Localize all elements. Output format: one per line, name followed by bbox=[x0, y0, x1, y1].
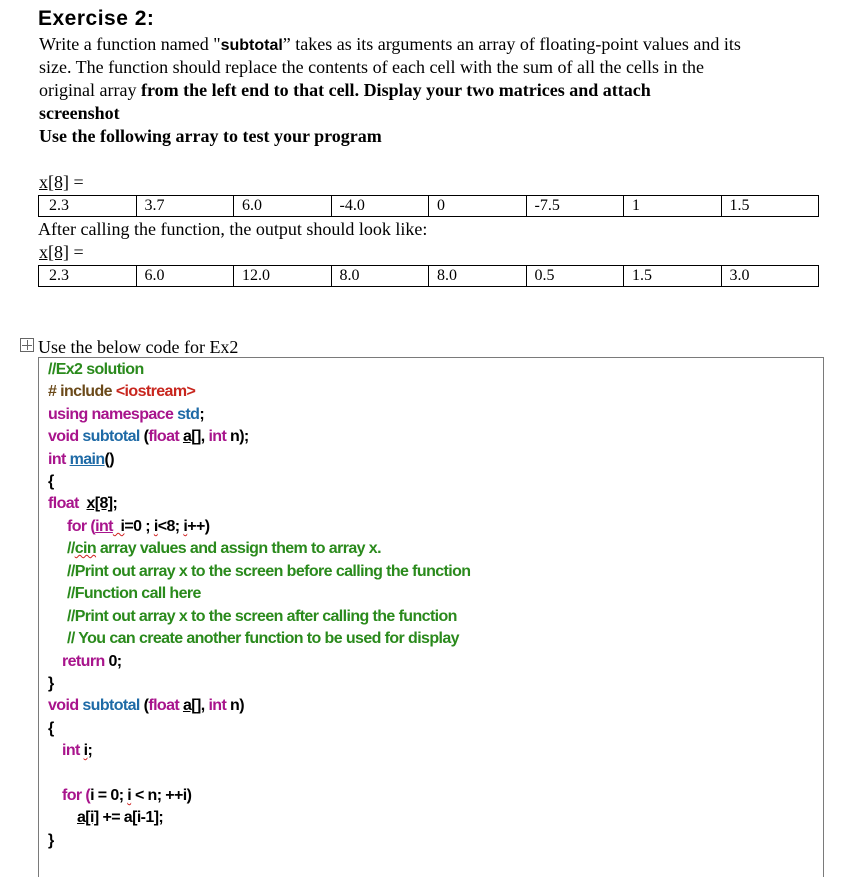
code-line: { bbox=[48, 720, 54, 737]
input-cell: 0 bbox=[429, 196, 527, 217]
code-line: # include <iostream> bbox=[48, 383, 196, 400]
input-array-table bbox=[38, 195, 819, 217]
function-name: subtotal bbox=[220, 37, 283, 54]
code-line: //Print out array x to the screen after calling the function bbox=[67, 608, 457, 625]
output-cell: 3.0 bbox=[721, 266, 819, 287]
input-cell: -4.0 bbox=[331, 196, 429, 217]
code-line: //Ex2 solution bbox=[48, 361, 144, 378]
table-row bbox=[39, 196, 819, 217]
output-cell: 8.0 bbox=[429, 266, 527, 287]
input-cell: 1.5 bbox=[721, 196, 819, 217]
code-line: for (i = 0; i < n; ++i) bbox=[62, 787, 192, 804]
input-cell: -7.5 bbox=[526, 196, 624, 217]
code-line: a[i] += a[i-1]; bbox=[77, 809, 164, 826]
code-line: using namespace std; bbox=[48, 406, 205, 423]
code-line: void subtotal (float a[], int n); bbox=[48, 428, 249, 445]
output-array-label: x[8] = bbox=[39, 242, 84, 262]
code-line: int i; bbox=[62, 742, 93, 759]
code-line: } bbox=[48, 675, 54, 692]
output-cell: 0.5 bbox=[526, 266, 624, 287]
code-line: //Print out array x to the screen before calling the function bbox=[67, 563, 471, 580]
table-row bbox=[39, 266, 819, 287]
code-line: //Function call here bbox=[67, 585, 201, 602]
code-line: void subtotal (float a[], int n) bbox=[48, 697, 244, 714]
input-cell: 3.7 bbox=[136, 196, 234, 217]
instruction-line-2: size. The function should replace the contents of each cell with the sum of all the cells in the bbox=[39, 57, 704, 77]
instruction-line-1: Write a function named "subtotal” takes as its arguments an array of floating-point values and its bbox=[39, 34, 741, 54]
code-line: return 0; bbox=[62, 653, 122, 670]
code-line: // You can create another function to be used for display bbox=[67, 630, 459, 647]
code-line: { bbox=[48, 473, 54, 490]
input-array-label: x[8] = bbox=[39, 172, 84, 192]
after-call-caption: After calling the function, the output should look like: bbox=[38, 219, 428, 239]
instruction-line-5: Use the following array to test your program bbox=[39, 126, 382, 146]
exercise-heading: Exercise 2: bbox=[38, 7, 155, 30]
code-line: //cin array values and assign them to array x. bbox=[67, 540, 381, 557]
code-line: for (int i=0 ; i<8; i++) bbox=[67, 518, 210, 535]
code-block bbox=[38, 357, 824, 877]
code-line: float x[8]; bbox=[48, 495, 118, 512]
code-line: } bbox=[48, 832, 54, 849]
code-line: int main() bbox=[48, 451, 115, 468]
output-cell: 2.3 bbox=[39, 266, 137, 287]
output-array-table bbox=[38, 265, 819, 287]
input-cell: 6.0 bbox=[234, 196, 332, 217]
output-cell: 12.0 bbox=[234, 266, 332, 287]
input-cell: 1 bbox=[624, 196, 722, 217]
instruction-line-3: original array from the left end to that cell. Display your two matrices and attach bbox=[39, 80, 651, 100]
input-cell: 2.3 bbox=[39, 196, 137, 217]
output-cell: 8.0 bbox=[331, 266, 429, 287]
output-cell: 6.0 bbox=[136, 266, 234, 287]
move-handle-icon[interactable] bbox=[20, 338, 34, 352]
output-cell: 1.5 bbox=[624, 266, 722, 287]
instruction-line-4: screenshot bbox=[39, 103, 120, 123]
code-intro: Use the below code for Ex2 bbox=[38, 337, 239, 357]
